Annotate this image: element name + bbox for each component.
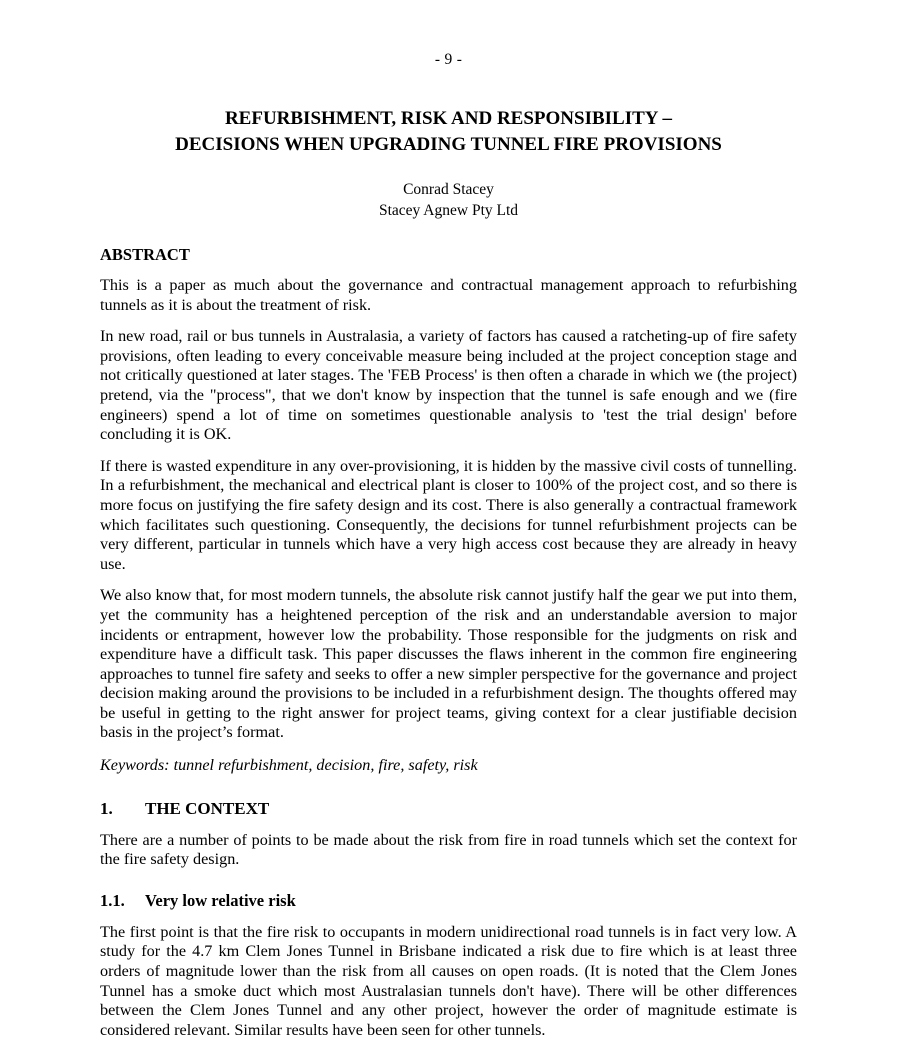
abstract-paragraph-1: This is a paper as much about the governance and contractual management approach to refurbishing tunnels as it is about the treatment of risk. — [100, 276, 797, 314]
author-block — [100, 179, 797, 221]
author-affiliation: Stacey Agnew Pty Ltd — [378, 202, 519, 219]
section-heading-1-1 — [100, 891, 797, 911]
author-name: Conrad Stacey — [403, 181, 494, 198]
abstract-heading: ABSTRACT — [100, 245, 190, 264]
section-heading-1 — [100, 799, 797, 819]
abstract-paragraph-2: In new road, rail or bus tunnels in Australasia, a variety of factors has caused a ratcheting-up of fire safety provisions, often leading to every conceivable measure being included at the project conception stage and not critically questioned at later stages. The 'FEB Process' is then often a charade in which we (the project) pretend, via the "process", that we don't know by inspection that the tunnel is safe enough and we (fire engineers) spend a lot of time on sometimes questionable analysis to 'test the trial design' before concluding it is OK. — [100, 327, 797, 444]
abstract-paragraph-4: We also know that, for most modern tunnels, the absolute risk cannot justify half the gear we put into them, yet the community has a heightened perception of the risk and an understandable aversion to major incidents or entrapment, however low the probability. Those responsible for the judgments on risk and expenditure have a difficult task. This paper discusses the flaws inherent in the common fire engineering approaches to tunnel fire safety and seeks to offer a new simpler perspective for the governance and project decision making around the provisions to be included in a refurbishment design. The thoughts offered may be useful in getting to the right answer for project teams, giving context for a clear justifiable decision basis in the project’s format. — [100, 586, 797, 742]
paper-title-line-1: REFURBISHMENT, RISK AND RESPONSIBILITY – — [224, 108, 673, 129]
section-1-1-paragraph-1: The first point is that the fire risk to occupants in modern unidirectional road tunnels is in fact very low. A study for the 4.7 km Clem Jones Tunnel in Brisbane indicated a risk due to fire which is at least three orders of magnitude lower than the risk from all causes on open roads. (It is noted that the Clem Jones Tunnel has a smoke duct which most Australasian tunnels don't have). There will be other differences between the Clem Jones Tunnel and any other project, however the order of magnitude estimate is considered relevant. Similar results have been seen for other tunnels. — [100, 922, 797, 1039]
paper-title — [100, 106, 797, 158]
page-number: - 9 - — [434, 51, 463, 68]
section-1-paragraph-1: There are a number of points to be made about the risk from fire in road tunnels which set the context for the fire safety design. — [100, 830, 797, 869]
keywords-line: Keywords: tunnel refurbishment, decision, fire, safety, risk — [100, 756, 478, 775]
section-number-1-1: 1.1. — [100, 890, 125, 910]
section-title-1: THE CONTEXT — [145, 798, 270, 818]
page-content — [100, 0, 797, 1040]
section-title-1-1: Very low relative risk — [145, 890, 296, 910]
section-number-1: 1. — [100, 798, 113, 818]
paper-title-line-2: DECISIONS WHEN UPGRADING TUNNEL FIRE PROVISIONS — [175, 134, 722, 155]
abstract-paragraph-3: If there is wasted expenditure in any over-provisioning, it is hidden by the massive civil costs of tunnelling. In a refurbishment, the mechanical and electrical plant is closer to 100% of the project cost, and so there is more focus on justifying the fire safety design and its cost. There is also generally a contractual framework which facilitates such questioning. Consequently, the decisions for tunnel refurbishment projects can be very different, particular in tunnels which have a very high access cost because they are already in heavy use. — [100, 456, 797, 573]
